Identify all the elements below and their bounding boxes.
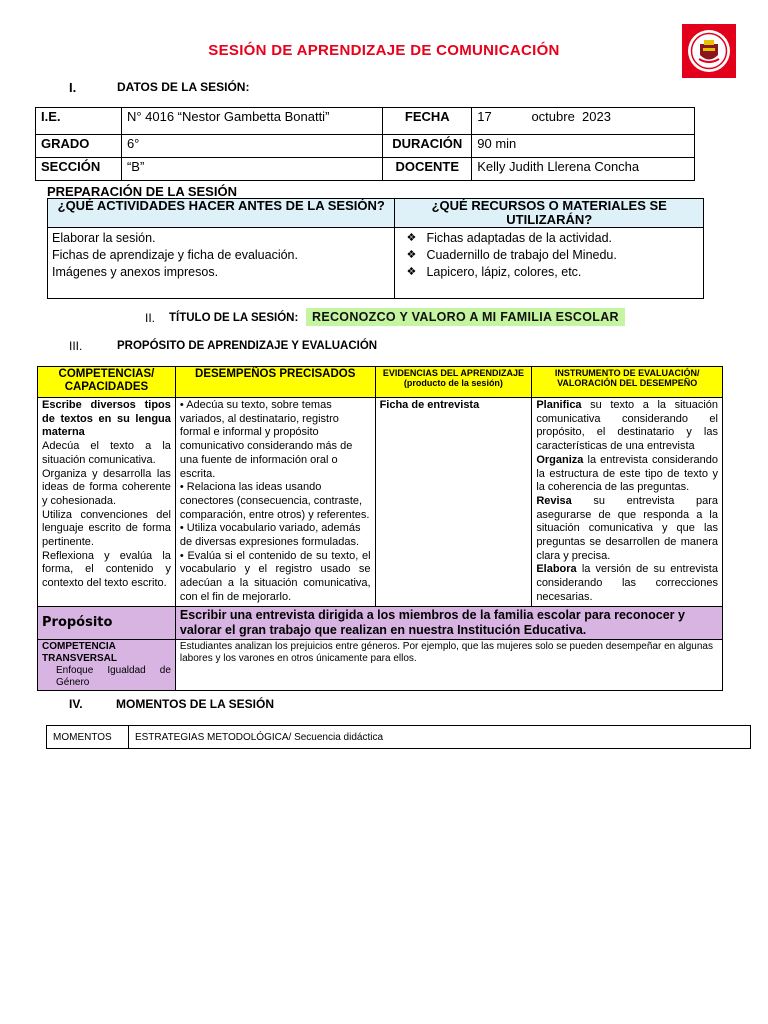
school-logo [682,24,736,78]
section-heading: MOMENTOS DE LA SESIÓN [116,697,275,711]
activity-item: Fichas de aprendizaje y ficha de evaluación. [52,248,298,262]
capacidad-item: Utiliza convenciones del lenguaje escrito de forma pertinente. [42,508,171,549]
competencia-title: Escribe diversos tipos de textos en su lengua materna [42,399,171,439]
competencias-header: COMPETENCIAS/ CAPACIDADES [38,367,176,398]
section-number: IV. [69,697,83,711]
diamond-bullet-icon: ❖ [406,266,417,278]
evidencia-cell: Ficha de entrevista [375,398,532,607]
docente-label: DOCENTE [383,158,472,181]
section-heading: PROPÓSITO DE APRENDIZAJE Y EVALUACIÓN [117,340,378,352]
duracion-value: 90 min [472,135,695,158]
section-number: III. [69,339,83,353]
fecha-value: 17 octubre 2023 [472,108,695,135]
resources-list [395,228,704,299]
capacidad-item: Organiza y desarrolla las ideas de forma coherente y cohesionada. [42,467,171,507]
instrumento-item: Planifica su texto a la situación comunicativa considerando el propósito, el destinatario y las características de una entrevista [536,399,718,453]
preparation-heading: PREPARACIÓN DE LA SESIÓN [47,184,237,199]
desempeno-item: • Adecúa su texto, sobre temas variados, al destinatario, registro formal e informal y propósito comunicativo considerando más de una fuente de información oral o escrita. [179,399,353,480]
section-number: I. [69,80,77,95]
activities-list [48,228,395,299]
diamond-bullet-icon: ❖ [406,249,417,261]
resource-item: ❖ Fichas adaptadas de la actividad. [406,231,612,245]
fecha-label: FECHA [383,108,472,135]
section-number: II. [145,311,156,325]
instrumento-item: Elabora la versión de su entrevista considerando las correcciones necesarias. [536,563,718,603]
desempenos-header: DESEMPEÑOS PRECISADOS [175,367,375,398]
grado-label: GRADO [36,135,122,158]
enfoque-label: Enfoque Igualdad de Género [56,664,171,688]
transversal-label: COMPETENCIA TRANSVERSAL [42,640,118,664]
capacidad-item: Reflexiona y evalúa la forma, el contenido y contexto del texto escrito. [42,549,171,590]
instrumento-header: INSTRUMENTO DE EVALUACIÓN/ VALORACIÓN DEL DESEMPEÑO [532,367,723,398]
preparation-table [47,198,704,299]
session-title-value: RECONOZCO Y VALORO A MI FAMILIA ESCOLAR [306,308,625,326]
desempeno-item: • Relaciona las ideas usando conectores (consecuencia, contraste, comparación, entre otros) y referentes. [179,481,370,521]
desempeno-item: • Utiliza vocabulario variado, además de diversas expresiones formuladas. [179,522,361,549]
capacidad-item: Adecúa el texto a la situación comunicativa. [42,440,171,466]
desempeno-item: • Evalúa si el contenido de su texto, el vocabulario y el registro usado se adecúan a la situación comunicativa, con el fin de mejorarlo. [179,549,371,603]
desempenos-cell [175,398,375,607]
instrumento-cell [532,398,723,607]
session-data-table [35,107,695,181]
resource-item: ❖ Cuadernillo de trabajo del Minedu. [406,248,617,262]
momentos-header: MOMENTOS [47,726,129,749]
proposito-text: Escribir una entrevista dirigida a los miembros de la familia escolar para reconocer y valorar el gran trabajo que realizan en nuestra Institución Educativa. [175,606,722,639]
activity-item: Elaborar la sesión. [52,231,156,245]
seccion-label: SECCIÓN [36,158,122,181]
transversal-text: Estudiantes analizan los prejuicios entre géneros. Por ejemplo, que las mujeres solo se pueden desempeñar en algunas labores y los varones en otros únicamente para ellos. [175,639,722,690]
purpose-evaluation-table [37,366,723,691]
section-heading: DATOS DE LA SESIÓN: [117,80,250,94]
session-title-label: TÍTULO DE LA SESIÓN: [169,312,299,324]
document-title: SESIÓN DE APRENDIZAJE DE COMUNICACIÓN [208,42,560,59]
instrumento-item: Organiza la entrevista considerando la estructura de este tipo de texto y la coherencia de las preguntas. [536,453,718,494]
docente-value: Kelly Judith Llerena Concha [472,158,695,181]
transversal-cell [38,639,176,690]
moments-table [46,725,751,749]
competencias-cell [38,398,176,607]
seccion-value: “B” [121,158,382,181]
activities-header: ¿QUÉ ACTIVIDADES HACER ANTES DE LA SESIÓN? [48,199,395,228]
resource-item: ❖ Lapicero, lápiz, colores, etc. [406,265,582,279]
diamond-bullet-icon: ❖ [406,232,417,244]
estrategias-header: ESTRATEGIAS METODOLÓGICA/ Secuencia didáctica [128,726,750,749]
instrumento-item: Revisa su entrevista para asegurarse de que responda a la situación comunicativa y que las preguntas se desarrollen de manera clara y precisa. [536,494,718,562]
ie-value: N° 4016 “Nestor Gambetta Bonatti” [121,108,382,135]
evidencias-header: EVIDENCIAS DEL APRENDIZAJE (producto de la sesión) [375,367,532,398]
resources-header: ¿QUÉ RECURSOS O MATERIALES SE UTILIZARÁN? [395,199,704,228]
activity-item: Imágenes y anexos impresos. [52,265,219,279]
duracion-label: DURACIÓN [383,135,472,158]
grado-value: 6° [121,135,382,158]
ie-label: I.E. [36,108,122,135]
proposito-label: Propósito [38,606,176,639]
